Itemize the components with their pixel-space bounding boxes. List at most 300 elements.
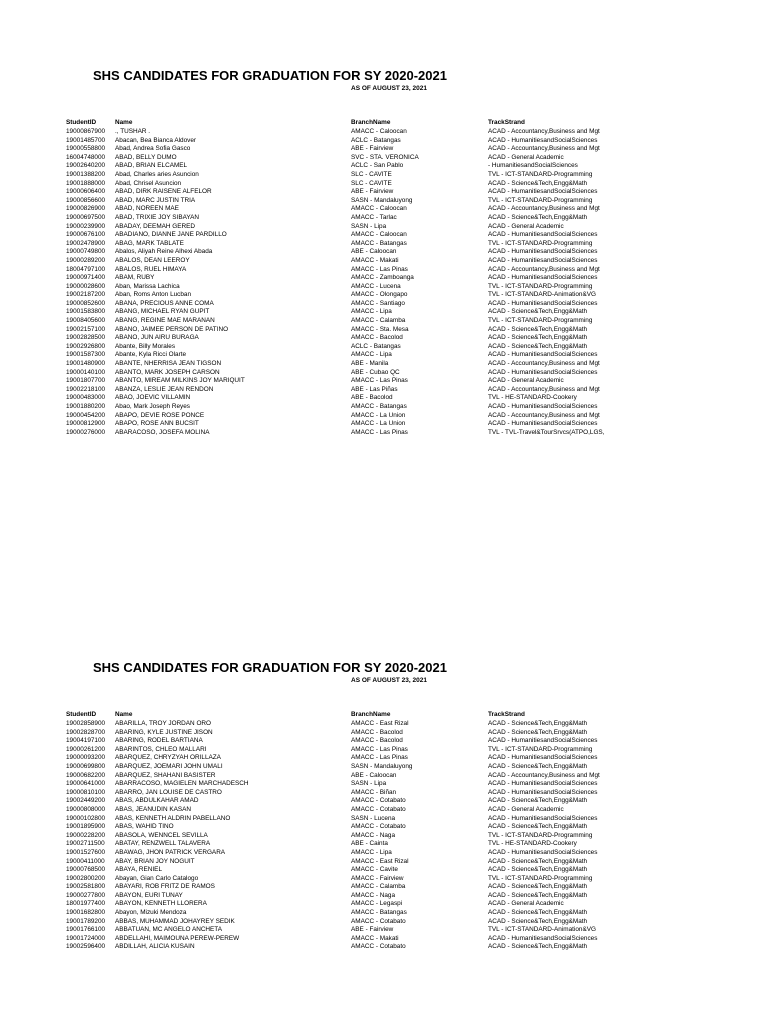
branch-name-cell: AMACC - Bacolod	[351, 728, 403, 736]
student-id-cell: 19004197100	[66, 737, 106, 745]
table-row	[0, 849, 768, 858]
name-cell: ABBATUAN, MC ANGELO ANCHETA	[115, 926, 223, 934]
table-row	[0, 214, 768, 223]
student-id-cell: 19001682800	[66, 909, 106, 917]
student-id-cell: 19001388200	[66, 170, 106, 178]
student-id-cell: 19000093200	[66, 754, 106, 762]
table-row	[0, 763, 768, 772]
track-strand-cell: ACAD - Accountancy,Business and Mgt	[488, 265, 600, 273]
header-student-id: StudentID	[66, 119, 97, 126]
branch-name-cell: AMACC - Naga	[351, 831, 396, 839]
student-id-cell: 19002157100	[66, 325, 106, 333]
table-row	[0, 858, 768, 867]
track-strand-cell: ACAD - HumanitiesandSocialSciences	[488, 231, 598, 239]
branch-name-cell: AMACC - Caloocan	[351, 231, 407, 239]
student-id-cell: 19002711500	[66, 840, 105, 848]
name-cell: ABARRO, JAN LOUISE DE CASTRO	[115, 788, 222, 796]
student-id-cell: 19000749800	[66, 248, 106, 256]
name-cell: ABAÑO, JAIMEE PERSON DE PATIÑO	[115, 325, 229, 333]
branch-name-cell: ABE - Fairview	[351, 188, 394, 196]
table-row	[0, 128, 768, 137]
student-id-cell: 19000483000	[66, 394, 106, 402]
track-strand-cell: TVL - ICT-STANDARD-Programming	[488, 317, 593, 325]
branch-name-cell: AMACC - Las Pinas	[351, 745, 408, 753]
track-strand-cell: ACAD - Science&Tech,Engg&Math	[488, 891, 588, 899]
branch-name-cell: ABE - Manila	[351, 360, 389, 368]
name-cell: ABARRACOSO, MAGIELEN MARCHADESCH	[115, 780, 249, 788]
table-header-row	[0, 711, 768, 720]
name-cell: Aban, Roms Anton Lucban	[115, 291, 192, 299]
track-strand-cell: ACAD - Accountancy,Business and Mgt	[488, 145, 600, 153]
name-cell: ., TUSHAR .	[115, 128, 151, 135]
track-strand-cell: TVL - ICT-STANDARD-Programming	[488, 745, 593, 753]
table-row	[0, 420, 768, 429]
name-cell: ABARACOSO, JOSEFA MOLINA	[115, 428, 210, 436]
track-strand-cell: TVL - ICT-STANDARD-Programming	[488, 874, 593, 882]
student-id-cell: 19000102800	[66, 814, 106, 822]
branch-name-cell: ABE - Fairview	[351, 926, 394, 934]
student-id-cell: 19002581800	[66, 883, 106, 891]
table-row	[0, 377, 768, 386]
name-cell: ABAPO, DEVIE ROSE PONCE	[115, 411, 205, 419]
name-cell: ABALOS, DEAN LEEROY	[115, 256, 190, 264]
track-strand-cell: ACAD - Science&Tech,Engg&Math	[488, 909, 588, 917]
table-row	[0, 797, 768, 806]
branch-name-cell: ABE - Bacolod	[351, 394, 393, 402]
track-strand-cell: ACAD - General Academic	[488, 377, 564, 385]
table-row	[0, 308, 768, 317]
branch-name-cell: AMACC - Biñan	[351, 788, 397, 796]
branch-name-cell: AMACC - Batangas	[351, 403, 407, 410]
track-strand-cell: ACAD - General Academic	[488, 805, 564, 813]
branch-name-cell: AMACC - Sta. Mesa	[351, 325, 409, 333]
branch-name-cell: AMACC - Las Pinas	[351, 265, 408, 273]
track-strand-cell: ACAD - HumanitiesandSocialSciences	[488, 420, 598, 428]
track-strand-cell: ACAD - Accountancy,Business and Mgt	[488, 128, 600, 135]
header-student-id: StudentID	[66, 711, 97, 718]
student-id-cell: 19008405600	[66, 317, 106, 325]
table-row	[0, 815, 768, 824]
name-cell: ABAS, WAHID TINO	[115, 823, 174, 831]
track-strand-cell: ACAD - HumanitiesandSocialSciences	[488, 848, 598, 856]
table-body	[0, 128, 768, 437]
student-id-cell: 19001485700	[66, 136, 106, 144]
student-id-cell: 19000239900	[66, 222, 106, 230]
table-row	[0, 883, 768, 892]
table-row	[0, 832, 768, 841]
name-cell: Abalos, Aliyah Reine Alhexi Abada	[115, 248, 213, 256]
track-strand-cell: ACAD - Science&Tech,Engg&Math	[488, 762, 588, 770]
student-id-cell: 19000606400	[66, 188, 106, 196]
name-cell: ABAD, DIRK RAISENE ALFELOR	[115, 188, 212, 196]
branch-name-cell: AMACC - Cotabato	[351, 943, 406, 951]
student-id-cell: 19000682200	[66, 771, 106, 779]
track-strand-cell: TVL - ICT-STANDARD-Programming	[488, 282, 593, 290]
branch-name-cell: AMACC - Makati	[351, 256, 399, 264]
table-row	[0, 369, 768, 378]
name-cell: ABATAY, RENZWELL TALAVERA	[115, 840, 211, 848]
track-strand-cell: ACAD - HumanitiesandSocialSciences	[488, 780, 598, 788]
track-strand-cell: ACAD - Accountancy,Business and Mgt	[488, 411, 600, 419]
name-cell: ABAYON, KENNETH LLORERA	[115, 900, 207, 908]
track-strand-cell: ACAD - HumanitiesandSocialSciences	[488, 737, 598, 745]
candidates-table	[0, 119, 768, 437]
student-id-cell: 19001807700	[66, 377, 106, 385]
student-id-cell: 19002926800	[66, 342, 106, 350]
name-cell: ABAYARI, ROB FRITZ DE RAMOS	[115, 883, 215, 891]
student-id-cell: 19000411000	[66, 857, 105, 865]
table-row	[0, 720, 768, 729]
name-cell: ABARILLA, TROY JORDAN ORO	[115, 720, 212, 727]
student-id-cell: 19002218100	[66, 385, 106, 393]
report-title: SHS CANDIDATES FOR GRADUATION FOR SY 2020-2021	[93, 660, 447, 675]
name-cell: ABAS, ABDULKAHAR AMAD	[115, 797, 199, 805]
track-strand-cell: ACAD - HumanitiesandSocialSciences	[488, 136, 598, 144]
name-cell: ABAD, BELLY DUMO	[115, 153, 177, 161]
track-strand-cell: ACAD - Science&Tech,Engg&Math	[488, 943, 588, 951]
branch-name-cell: AMACC - Cotabato	[351, 797, 406, 805]
branch-name-cell: ABE - Caloocan	[351, 771, 397, 779]
branch-name-cell: ABE - Cainta	[351, 840, 388, 848]
track-strand-cell: ACAD - Science&Tech,Engg&Math	[488, 823, 588, 831]
branch-name-cell: SASN - Lipa	[351, 780, 387, 788]
branch-name-cell: SLC - CAVITE	[351, 170, 392, 178]
student-id-cell: 19000810100	[66, 788, 106, 796]
track-strand-cell: ACAD - HumanitiesandSocialSciences	[488, 788, 598, 796]
table-row	[0, 197, 768, 206]
table-row	[0, 918, 768, 927]
table-row	[0, 274, 768, 283]
table-row	[0, 154, 768, 163]
track-strand-cell: TVL - ICT-STANDARD-Programming	[488, 239, 593, 247]
student-id-cell: 19000261200	[66, 745, 106, 753]
track-strand-cell: ACAD - Science&Tech,Engg&Math	[488, 342, 588, 350]
name-cell: ABARQUEZ, JOEMARI JOHN UMALI	[115, 762, 223, 770]
branch-name-cell: AMACC - Cotabato	[351, 805, 406, 813]
student-id-cell: 19002828500	[66, 334, 106, 342]
student-id-cell: 19001587300	[66, 351, 106, 359]
table-row	[0, 394, 768, 403]
name-cell: ABANTO, MARK JOSEPH CARSON	[115, 368, 220, 376]
branch-name-cell: AMACC - Santiago	[351, 299, 405, 307]
branch-name-cell: AMACC - Lucena	[351, 282, 401, 290]
name-cell: Abante, Kyla Ricci Olarte	[115, 351, 187, 359]
as-of-date: AS OF AUGUST 23, 2021	[351, 85, 427, 92]
student-id-cell: 19002800200	[66, 874, 106, 882]
table-row	[0, 429, 768, 438]
name-cell: ABANG, MICHAEL RYAN GUPIT	[115, 308, 210, 316]
branch-name-cell: SLC - CAVITE	[351, 179, 392, 187]
name-cell: ABALOS, RUEL HIMAYA	[115, 265, 187, 273]
name-cell: ABAWAG, JHON PATRICK VERGARA	[115, 848, 226, 856]
branch-name-cell: AMACC - Olongapo	[351, 291, 408, 299]
name-cell: ABAPO, ROSE ANN BUCSIT	[115, 420, 199, 428]
name-cell: ABAD, MARC JUSTIN TRIA	[115, 196, 196, 204]
table-row	[0, 412, 768, 421]
table-row	[0, 223, 768, 232]
table-row	[0, 351, 768, 360]
track-strand-cell: ACAD - HumanitiesandSocialSciences	[488, 299, 598, 307]
name-cell: ABARQUEZ, SHAHANI BASISTER	[115, 771, 216, 779]
table-row	[0, 746, 768, 755]
student-id-cell: 19000454200	[66, 411, 106, 419]
branch-name-cell: AMACC - Lipa	[351, 308, 392, 316]
student-id-cell: 19002478900	[66, 239, 106, 247]
student-id-cell: 19002596400	[66, 943, 106, 951]
table-row	[0, 403, 768, 412]
branch-name-cell: ABE - Caloocan	[351, 248, 397, 256]
student-id-cell: 19000228200	[66, 831, 106, 839]
student-id-cell: 19001480900	[66, 360, 106, 368]
student-id-cell: 19000276000	[66, 428, 106, 436]
student-id-cell: 18001977400	[66, 900, 106, 908]
student-id-cell: 19001527600	[66, 848, 106, 856]
student-id-cell: 19001583800	[66, 308, 106, 316]
branch-name-cell: ACLC - Batangas	[351, 342, 401, 350]
branch-name-cell: AMACC - Cotabato	[351, 917, 406, 925]
name-cell: ABAG, MARK TABLATE	[115, 239, 184, 247]
table-row	[0, 360, 768, 369]
student-id-cell: 19002858900	[66, 720, 106, 727]
table-row	[0, 909, 768, 918]
track-strand-cell: ACAD - Science&Tech,Engg&Math	[488, 334, 588, 342]
table-row	[0, 240, 768, 249]
name-cell: ABARQUEZ, CHRYZYAH ORILLAZA	[115, 754, 221, 762]
student-id-cell: 19000971400	[66, 274, 106, 282]
header-branch-name: BranchName	[351, 119, 391, 126]
track-strand-cell: ACAD - Accountancy,Business and Mgt	[488, 385, 600, 393]
table-row	[0, 137, 768, 146]
branch-name-cell: AMACC - Cavite	[351, 866, 398, 874]
name-cell: ABAS, KENNETH ALDRIN PABELLANO	[115, 814, 231, 822]
track-strand-cell: ACAD - HumanitiesandSocialSciences	[488, 248, 598, 256]
branch-name-cell: AMACC - Lipa	[351, 351, 392, 359]
table-row	[0, 343, 768, 352]
student-id-cell: 19000140100	[66, 368, 106, 376]
name-cell: ABASOLA, WENNCEL SEVILLA	[115, 831, 208, 839]
track-strand-cell: ACAD - Science&Tech,Engg&Math	[488, 917, 588, 925]
name-cell: ABADIANO, DIANNE JANE PARDILLO	[115, 231, 227, 239]
name-cell: ABDELLAHI, MAIMOUNA PEREW-PEREW	[115, 934, 240, 942]
name-cell: ABAD, NOREEN MAE	[115, 205, 179, 213]
name-cell: Abad, Chrisel Asuncion	[115, 179, 182, 187]
name-cell: ABANG, REGINE MAE MARANAN	[115, 317, 215, 325]
track-strand-cell: ACAD - General Academic	[488, 900, 564, 908]
table-row	[0, 737, 768, 746]
name-cell: ABAD, BRIAN ELCAMEL	[115, 162, 188, 170]
branch-name-cell: AMACC - Zamboanga	[351, 274, 414, 282]
name-cell: ABAÑO, JUN AIRU BURAGA	[115, 334, 199, 342]
table-row	[0, 935, 768, 944]
name-cell: Abad, Andrea Sofia Gasco	[115, 145, 191, 153]
branch-name-cell: AMACC - East Rizal	[351, 857, 409, 865]
header-track-strand: TrackStrand	[488, 119, 525, 126]
track-strand-cell: ACAD - Science&Tech,Engg&Math	[488, 797, 588, 805]
branch-name-cell: AMACC - Naga	[351, 891, 396, 899]
name-cell: Abao, Mark Joseph Reyes	[115, 403, 190, 410]
student-id-cell: 19000808000	[66, 805, 106, 813]
table-row	[0, 840, 768, 849]
track-strand-cell: ACAD - HumanitiesandSocialSciences	[488, 368, 598, 376]
table-row	[0, 317, 768, 326]
table-row	[0, 875, 768, 884]
branch-name-cell: AMACC - East Rizal	[351, 720, 409, 727]
name-cell: ABAM, RUBY	[115, 274, 155, 282]
student-id-cell: 19000867900	[66, 128, 106, 135]
student-id-cell: 19000768500	[66, 866, 106, 874]
table-row	[0, 900, 768, 909]
name-cell: Abayon, Mizuki Mendoza	[115, 909, 187, 917]
track-strand-cell: TVL - ICT-STANDARD-Programming	[488, 196, 593, 204]
track-strand-cell: ACAD - HumanitiesandSocialSciences	[488, 754, 598, 762]
track-strand-cell: ACAD - HumanitiesandSocialSciences	[488, 274, 598, 282]
branch-name-cell: AMACC - Bacolod	[351, 334, 403, 342]
header-name: Name	[115, 711, 133, 718]
student-id-cell: 19002449200	[66, 797, 106, 805]
student-id-cell: 19001766100	[66, 926, 106, 934]
track-strand-cell: TVL - ICT-STANDARD-Animation&VG	[488, 926, 596, 934]
header-branch-name: BranchName	[351, 711, 391, 718]
table-row	[0, 780, 768, 789]
table-row	[0, 300, 768, 309]
track-strand-cell: ACAD - HumanitiesandSocialSciences	[488, 188, 598, 196]
student-id-cell: 19001789200	[66, 917, 106, 925]
name-cell: Abad, Charles aries Asuncion	[115, 170, 199, 178]
branch-name-cell: AMACC - Batangas	[351, 909, 407, 917]
branch-name-cell: AMACC - Las Pinas	[351, 377, 408, 385]
report-title: SHS CANDIDATES FOR GRADUATION FOR SY 2020-2021	[93, 68, 447, 83]
table-row	[0, 180, 768, 189]
branch-name-cell: AMACC - Fairview	[351, 874, 404, 882]
branch-name-cell: AMACC - Legaspi	[351, 900, 403, 908]
track-strand-cell: ACAD - General Academic	[488, 222, 564, 230]
candidates-table	[0, 711, 768, 952]
branch-name-cell: SVC - STA. VERONICA	[351, 153, 419, 161]
student-id-cell: 19001895900	[66, 823, 106, 831]
track-strand-cell: ACAD - Science&Tech,Engg&Math	[488, 325, 588, 333]
name-cell: ABANZA, LESLIE JEAN RENDON	[115, 385, 214, 393]
branch-name-cell: AMACC - Lipa	[351, 848, 392, 856]
table-row	[0, 334, 768, 343]
track-strand-cell: TVL - ICT-STANDARD-Programming	[488, 831, 593, 839]
student-id-cell: 19001724000	[66, 934, 106, 942]
as-of-date: AS OF AUGUST 23, 2021	[351, 677, 427, 684]
table-row	[0, 729, 768, 738]
track-strand-cell: TVL - ICT-STANDARD-Animation&VG	[488, 291, 596, 299]
header-track-strand: TrackStrand	[488, 711, 525, 718]
branch-name-cell: SASN - Lipa	[351, 222, 387, 230]
student-id-cell: 19000856600	[66, 196, 106, 204]
branch-name-cell: AMACC - Tarlac	[351, 213, 397, 221]
branch-name-cell: AMACC - Batangas	[351, 239, 407, 247]
branch-name-cell: AMACC - Caloocan	[351, 128, 407, 135]
track-strand-cell: ACAD - Science&Tech,Engg&Math	[488, 728, 588, 736]
branch-name-cell: AMACC - Bacolod	[351, 737, 403, 745]
header-name: Name	[115, 119, 133, 126]
name-cell: ABARINTOS, CHLEO MALLARI	[115, 745, 207, 753]
table-row	[0, 943, 768, 952]
name-cell: Abacan, Bea Bianca Aldover	[115, 136, 197, 144]
table-row	[0, 145, 768, 154]
student-id-cell: 19002640200	[66, 162, 106, 170]
student-id-cell: 19000852600	[66, 299, 106, 307]
name-cell: ABADAY, DEEMAH GERED	[115, 222, 196, 230]
track-strand-cell: ACAD - Science&Tech,Engg&Math	[488, 213, 588, 221]
branch-name-cell: AMACC - La Union	[351, 411, 406, 419]
student-id-cell: 19000676100	[66, 231, 106, 239]
track-strand-cell: ACAD - Science&Tech,Engg&Math	[488, 720, 588, 727]
name-cell: ABAYON, EURI TUNAY	[115, 891, 183, 899]
branch-name-cell: AMACC - Cotabato	[351, 823, 406, 831]
track-strand-cell: TVL - HE-STANDARD-Cookery	[488, 840, 577, 848]
name-cell: ABANTE, NHERRISA JEAN TIGSON	[115, 360, 222, 368]
name-cell: ABDILLAH, ALICIA KUSAIN	[115, 943, 195, 951]
table-header-row	[0, 119, 768, 128]
track-strand-cell: ACAD - Accountancy,Business and Mgt	[488, 771, 600, 779]
table-row	[0, 772, 768, 781]
table-row	[0, 257, 768, 266]
student-id-cell: 19000277800	[66, 891, 106, 899]
table-row	[0, 162, 768, 171]
student-id-cell: 19000699800	[66, 762, 106, 770]
table-row	[0, 248, 768, 257]
track-strand-cell: ACAD - Science&Tech,Engg&Math	[488, 866, 588, 874]
track-strand-cell: ACAD - HumanitiesandSocialSciences	[488, 403, 598, 410]
name-cell: ABANA, PRECIOUS ANNE COMA	[115, 299, 214, 307]
name-cell: ABAY, BRIAN JOY NOGUIT	[115, 857, 195, 865]
student-id-cell: 19000028600	[66, 282, 106, 290]
student-id-cell: 19001888000	[66, 179, 106, 187]
branch-name-cell: AMACC - Las Pinas	[351, 754, 408, 762]
track-strand-cell: ACAD - Accountancy,Business and Mgt	[488, 205, 600, 213]
track-strand-cell: ACAD - Science&Tech,Engg&Math	[488, 857, 588, 865]
name-cell: ABAYA, RENIEL	[115, 866, 162, 874]
student-id-cell: 16004748000	[66, 153, 106, 161]
table-row	[0, 806, 768, 815]
table-row	[0, 326, 768, 335]
branch-name-cell: ABE - Cubao QC	[351, 368, 400, 376]
branch-name-cell: ACLC - Batangas	[351, 136, 401, 144]
name-cell: ABBAS, MUHAMMAD JOHAYREY SEDIK	[115, 917, 235, 925]
table-row	[0, 386, 768, 395]
name-cell: Aban, Marissa Lachica	[115, 282, 180, 290]
track-strand-cell: ACAD - Science&Tech,Engg&Math	[488, 883, 588, 891]
branch-name-cell: ABE - Fairview	[351, 145, 394, 153]
branch-name-cell: AMACC - Las Pinas	[351, 428, 408, 436]
table-row	[0, 266, 768, 275]
student-id-cell: 19000697500	[66, 213, 106, 221]
track-strand-cell: - HumanitiesandSocialSciences	[488, 162, 578, 170]
branch-name-cell: AMACC - Calamba	[351, 883, 406, 891]
student-id-cell: 19000812900	[66, 420, 106, 428]
table-row	[0, 231, 768, 240]
track-strand-cell: ACAD - Science&Tech,Engg&Math	[488, 308, 588, 316]
table-row	[0, 754, 768, 763]
name-cell: ABARING, KYLE JUSTINE JISON	[115, 728, 213, 736]
branch-name-cell: SASN - Mandaluyong	[351, 196, 413, 204]
table-row	[0, 171, 768, 180]
table-row	[0, 926, 768, 935]
branch-name-cell: SASN - Mandaluyong	[351, 762, 413, 770]
student-id-cell: 18004797100	[66, 265, 106, 273]
track-strand-cell: ACAD - HumanitiesandSocialSciences	[488, 351, 598, 359]
branch-name-cell: ABE - Las Piñas	[351, 385, 398, 393]
name-cell: ABANTO, MIREAM MILKINS JOY MARIQUIT	[115, 377, 245, 385]
branch-name-cell: ACLC - San Pablo	[351, 162, 404, 170]
track-strand-cell: TVL - TVL-Travel&TourSrvcs(ATPO,LGS,	[488, 428, 605, 436]
table-row	[0, 283, 768, 292]
track-strand-cell: ACAD - HumanitiesandSocialSciences	[488, 934, 598, 942]
